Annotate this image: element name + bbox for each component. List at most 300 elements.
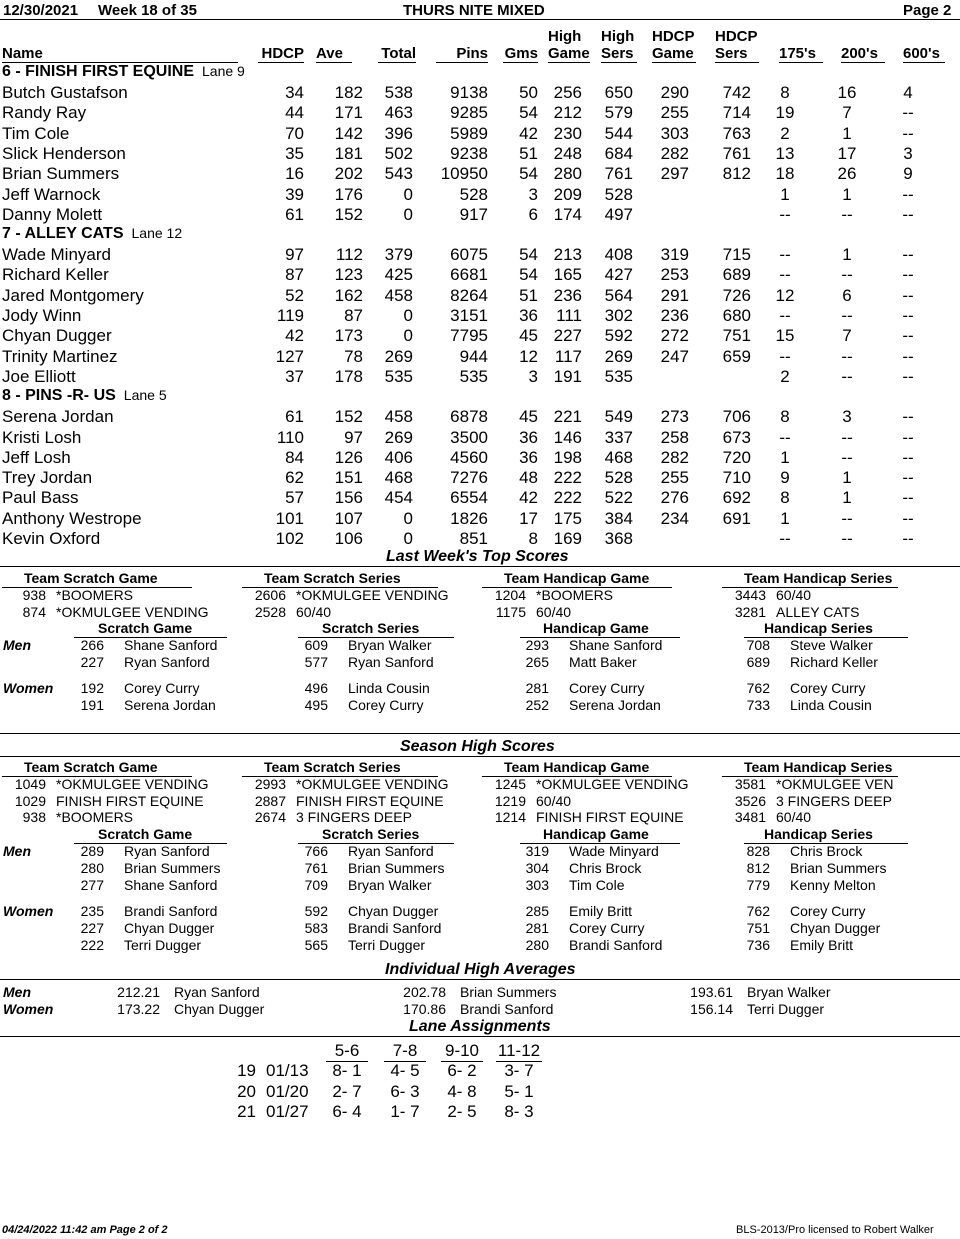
cell-total: 0	[403, 306, 413, 325]
cell-600-s: --	[902, 488, 914, 508]
cell-gms: 3	[528, 184, 538, 204]
cell-hdcp-sers: 742	[722, 83, 751, 102]
cell-ave: 78	[344, 346, 363, 366]
cell-high-game: 248	[553, 143, 582, 163]
cell-total: 406	[384, 447, 413, 467]
individual-score-value: 227	[80, 654, 104, 671]
cell-175-s: --	[779, 529, 791, 548]
lane-matchup: 6- 3	[390, 1081, 420, 1101]
lane-matchup: 5- 1	[504, 1081, 534, 1101]
cell-hdcp: 57	[285, 488, 304, 508]
cell-high-game: 227	[553, 326, 582, 346]
col-200s: 200's	[841, 45, 885, 63]
lane-date: 01/27	[266, 1102, 309, 1121]
individual-score-heading: Handicap Series	[764, 620, 873, 637]
individual-score-name: Ryan Sanford	[124, 654, 210, 671]
individual-score-value: 319	[525, 843, 549, 860]
cell-175-s: --	[779, 306, 791, 325]
cell-high-sers: 384	[604, 508, 633, 528]
cell-hdcp-game: 297	[660, 164, 689, 184]
cell-hdcp: 52	[285, 285, 304, 305]
team-score-value: 3481	[734, 809, 766, 826]
individual-score-name: Ryan Sanford	[348, 654, 434, 671]
individual-score-value: 277	[80, 877, 104, 894]
individual-score-name: Corey Curry	[124, 680, 200, 697]
col-gms: Gms	[504, 45, 538, 62]
average-value: 173.22	[117, 1001, 160, 1017]
team-lane: Lane 12	[131, 225, 183, 242]
cell-hdcp-game: 247	[660, 346, 689, 366]
cell-hdcp-game: 291	[660, 285, 689, 305]
col-175s: 175's	[779, 45, 823, 63]
cell-200-s: 17	[837, 143, 857, 163]
col-hdcp-sers: HDCP Sers	[715, 28, 758, 62]
cell-hdcp: 127	[275, 346, 304, 366]
cell-hdcp-sers: 706	[722, 407, 751, 427]
avg-women-label: Women	[3, 1001, 54, 1017]
cell-175-s: 15	[775, 326, 795, 346]
bowler-name: Richard Keller	[2, 265, 109, 285]
cell-total: 468	[384, 468, 413, 488]
individual-score-name: Wade Minyard	[569, 843, 659, 860]
individual-score-value: 583	[304, 920, 328, 937]
cell-hdcp-game: 255	[660, 103, 689, 123]
col-hdcp: HDCP	[258, 45, 304, 63]
cell-hdcp-sers: 710	[722, 468, 751, 488]
cell-gms: 48	[519, 468, 538, 488]
cell-pins: 6681	[450, 265, 488, 285]
cell-600-s: 3	[903, 143, 913, 163]
cell-high-sers: 302	[604, 306, 633, 325]
cell-175-s: --	[779, 204, 791, 224]
cell-hdcp-game: 234	[660, 508, 689, 528]
col-ave: Ave	[316, 45, 352, 63]
bowler-name: Kristi Losh	[2, 427, 82, 447]
team-header	[2, 387, 167, 405]
lane-pair-heading: 5-6	[326, 1041, 368, 1062]
cell-high-game: 191	[553, 366, 582, 386]
lane-matchup: 1- 7	[390, 1102, 420, 1121]
cell-total: 535	[384, 366, 413, 386]
cell-total: 458	[384, 407, 413, 427]
lane-matchup: 3- 7	[504, 1061, 534, 1080]
cell-pins: 851	[459, 529, 488, 548]
individual-score-value: 609	[304, 637, 328, 654]
individual-score-name: Linda Cousin	[348, 680, 430, 697]
individual-score-name: Corey Curry	[569, 680, 645, 697]
cell-175-s: --	[779, 427, 791, 447]
individual-score-heading: Handicap Game	[543, 826, 649, 843]
avg-men-label: Men	[3, 984, 31, 1000]
average-value: 212.21	[117, 984, 160, 1000]
team-score-name: 60/40	[776, 809, 812, 826]
cell-total: 0	[403, 508, 413, 528]
lane-date: 01/20	[266, 1081, 309, 1101]
individual-score-value: 285	[525, 903, 549, 920]
bowler-name: Serena Jordan	[2, 407, 114, 427]
report-date: 12/30/2021	[3, 2, 79, 19]
cell-pins: 9238	[450, 143, 488, 163]
league-title: THURS NITE MIXED	[403, 2, 545, 19]
cell-high-sers: 549	[604, 407, 633, 427]
individual-score-name: Tim Cole	[569, 877, 625, 894]
individual-score-name: Emily Britt	[790, 937, 853, 954]
cell-600-s: --	[902, 366, 914, 386]
team-score-value: 3526	[734, 792, 766, 809]
cell-ave: 202	[334, 164, 363, 184]
cell-175-s: 13	[775, 143, 795, 163]
individual-score-value: 762	[746, 680, 770, 697]
cell-pins: 1826	[450, 508, 488, 528]
cell-600-s: --	[902, 306, 914, 325]
cell-200-s: 3	[842, 407, 852, 427]
cell-gms: 50	[519, 83, 538, 102]
cell-hdcp: 39	[285, 184, 304, 204]
individual-score-name: Shane Sanford	[569, 637, 663, 654]
cell-pins: 9138	[450, 83, 488, 102]
individual-score-heading: Scratch Game	[98, 620, 193, 637]
bowler-name: Chyan Dugger	[2, 326, 112, 346]
team-score-value: 2606	[254, 587, 286, 603]
cell-gms: 36	[519, 447, 538, 467]
bowler-name: Wade Minyard	[2, 245, 111, 265]
cell-high-game: 174	[553, 204, 582, 224]
cell-hdcp-game: 319	[660, 245, 689, 265]
cell-600-s: --	[902, 245, 914, 265]
cell-hdcp-sers: 812	[722, 164, 751, 184]
col-hdcp-game: HDCP Game	[652, 28, 695, 62]
cell-175-s: 8	[780, 488, 790, 508]
col-600s: 600's	[903, 45, 945, 63]
cell-high-game: 111	[556, 306, 582, 325]
cell-hdcp-game: 236	[660, 306, 689, 325]
cell-total: 396	[384, 123, 413, 143]
col-high-game: High Game	[548, 28, 590, 62]
col-name: Name	[2, 45, 43, 62]
individual-score-name: Steve Walker	[790, 637, 873, 654]
team-score-name: *OKMULGEE VENDING	[56, 603, 209, 620]
cell-pins: 10950	[440, 164, 488, 184]
individual-score-value: 565	[304, 937, 328, 954]
individual-score-name: Chyan Dugger	[124, 920, 215, 937]
cell-600-s: 4	[903, 83, 913, 102]
cell-pins: 917	[459, 204, 488, 224]
cell-high-sers: 528	[604, 184, 633, 204]
cell-pins: 6075	[450, 245, 488, 265]
individual-score-name: Matt Baker	[569, 654, 637, 671]
cell-total: 454	[384, 488, 413, 508]
team-score-heading: Team Scratch Series	[264, 570, 401, 586]
individual-score-name: Bryan Walker	[348, 637, 432, 654]
cell-high-sers: 408	[604, 245, 633, 265]
cell-175-s: 1	[780, 184, 790, 204]
cell-pins: 528	[459, 184, 488, 204]
individual-score-name: Serena Jordan	[124, 697, 216, 714]
cell-600-s: --	[902, 123, 914, 143]
cell-200-s: 1	[842, 184, 852, 204]
cell-hdcp-sers: 715	[722, 245, 751, 265]
individual-score-value: 766	[304, 843, 328, 860]
individual-score-name: Chris Brock	[569, 860, 642, 877]
team-score-value: 938	[22, 587, 46, 603]
bowler-name: Brian Summers	[2, 164, 120, 184]
cell-gms: 45	[519, 407, 538, 427]
cell-high-sers: 761	[604, 164, 633, 184]
individual-score-value: 227	[80, 920, 104, 937]
cell-hdcp-sers: 659	[722, 346, 751, 366]
cell-high-sers: 650	[604, 83, 633, 102]
last-week-title: Last Week's Top Scores	[386, 548, 569, 565]
cell-hdcp-sers: 751	[722, 326, 751, 346]
cell-600-s: --	[902, 184, 914, 204]
cell-hdcp-game: 253	[660, 265, 689, 285]
team-score-heading: Team Scratch Game	[24, 759, 158, 775]
team-score-heading: Team Handicap Series	[744, 570, 893, 586]
lane-matchup: 2- 7	[332, 1081, 362, 1101]
individual-score-name: Shane Sanford	[124, 637, 218, 654]
individual-score-value: 222	[80, 937, 104, 954]
cell-high-sers: 427	[604, 265, 633, 285]
cell-ave: 112	[335, 245, 363, 265]
cell-ave: 97	[344, 427, 363, 447]
season-rule	[0, 756, 960, 757]
average-bowler: Chyan Dugger	[174, 1001, 265, 1017]
cell-high-game: 213	[553, 245, 582, 265]
season-top-rule	[0, 733, 960, 734]
cell-ave: 173	[334, 326, 363, 346]
cell-600-s: --	[902, 468, 914, 488]
individual-score-name: Chris Brock	[790, 843, 863, 860]
individual-score-value: 708	[746, 637, 770, 654]
cell-high-sers: 535	[604, 366, 633, 386]
cell-high-game: 230	[553, 123, 582, 143]
cell-total: 458	[384, 285, 413, 305]
cell-high-sers: 468	[604, 447, 633, 467]
team-score-name: 3 FINGERS DEEP	[296, 809, 412, 826]
cell-hdcp: 101	[275, 508, 304, 528]
individual-score-name: Linda Cousin	[790, 697, 872, 714]
cell-total: 269	[384, 427, 413, 447]
cell-high-sers: 544	[604, 123, 633, 143]
bowler-name: Randy Ray	[2, 103, 87, 123]
women-label: Women	[3, 680, 54, 697]
individual-score-heading: Scratch Series	[322, 826, 420, 843]
cell-hdcp: 61	[285, 204, 304, 224]
cell-600-s: --	[902, 447, 914, 467]
team-score-name: 60/40	[776, 587, 812, 603]
page-number: Page 2	[903, 2, 952, 19]
cell-hdcp: 102	[275, 529, 304, 548]
individual-score-name: Shane Sanford	[124, 877, 218, 894]
team-lane: Lane 5	[123, 387, 167, 404]
individual-score-name: Corey Curry	[569, 920, 645, 937]
cell-high-sers: 269	[604, 346, 633, 366]
cell-200-s: --	[841, 366, 853, 386]
team-score-name: *OKMULGEE VENDING	[536, 776, 689, 792]
cell-600-s: --	[902, 204, 914, 224]
individual-score-value: 736	[746, 937, 770, 954]
cell-175-s: 1	[780, 508, 790, 528]
cell-hdcp: 70	[285, 123, 304, 143]
cell-hdcp: 87	[285, 265, 304, 285]
average-value: 202.78	[403, 984, 446, 1000]
bowler-name: Trinity Martinez	[2, 346, 118, 366]
lane-week: 20	[237, 1081, 256, 1101]
cell-gms: 3	[528, 366, 538, 386]
cell-gms: 42	[519, 123, 538, 143]
cell-600-s: 9	[903, 164, 913, 184]
cell-hdcp-game: 255	[660, 468, 689, 488]
cell-gms: 54	[519, 103, 538, 123]
cell-pins: 9285	[450, 103, 488, 123]
season-title: Season High Scores	[400, 738, 555, 755]
cell-175-s: 9	[780, 468, 790, 488]
cell-175-s: 8	[780, 83, 790, 102]
cell-hdcp-game: 276	[660, 488, 689, 508]
team-header	[2, 225, 182, 243]
team-score-name: *OKMULGEE VENDING	[296, 776, 449, 792]
cell-gms: 54	[519, 164, 538, 184]
cell-hdcp-sers: 680	[722, 306, 751, 325]
team-lane: Lane 9	[202, 63, 245, 79]
team-score-name: ALLEY CATS	[776, 603, 860, 620]
team-score-value: 3443	[734, 587, 766, 603]
cell-high-game: 209	[553, 184, 582, 204]
cell-high-game: 256	[553, 83, 582, 102]
col-high-sers: High Sers	[601, 28, 637, 63]
bowler-name: Trey Jordan	[2, 468, 93, 488]
cell-hdcp-game: 290	[660, 83, 689, 102]
cell-hdcp: 44	[285, 103, 304, 123]
team-score-name: FINISH FIRST EQUINE	[296, 792, 444, 809]
cell-gms: 54	[519, 245, 538, 265]
cell-gms: 36	[519, 306, 538, 325]
team-score-name: 60/40	[296, 603, 332, 620]
cell-hdcp-sers: 720	[722, 447, 751, 467]
team-score-name: *BOOMERS	[56, 587, 134, 603]
cell-gms: 36	[519, 427, 538, 447]
individual-score-name: Brian Summers	[348, 860, 445, 877]
header-rule	[0, 19, 960, 20]
cell-high-game: 222	[553, 488, 582, 508]
cell-hdcp-sers: 673	[722, 427, 751, 447]
individual-score-value: 762	[746, 903, 770, 920]
cell-600-s: --	[902, 427, 914, 447]
cell-gms: 54	[519, 265, 538, 285]
average-bowler: Ryan Sanford	[174, 984, 260, 1000]
cell-hdcp-sers: 761	[722, 143, 751, 163]
cell-hdcp: 84	[285, 447, 304, 467]
individual-score-value: 495	[304, 697, 328, 714]
cell-175-s: 1	[780, 447, 790, 467]
team-score-value: 2674	[254, 809, 286, 826]
individual-score-name: Richard Keller	[790, 654, 878, 671]
team-name: 8 - PINS -R- US	[2, 387, 116, 405]
cell-ave: 171	[334, 103, 363, 123]
women-label: Women	[3, 903, 54, 920]
cell-total: 0	[403, 326, 413, 346]
footer-license: BLS-2013/Pro licensed to Robert Walker	[736, 1224, 934, 1236]
cell-175-s: 8	[780, 407, 790, 427]
cell-pins: 7276	[450, 468, 488, 488]
team-score-name: *BOOMERS	[56, 809, 134, 826]
individual-score-value: 303	[525, 877, 549, 894]
cell-high-sers: 528	[604, 468, 633, 488]
cell-pins: 8264	[450, 285, 488, 305]
individual-score-name: Kenny Melton	[790, 877, 876, 894]
cell-hdcp: 35	[285, 143, 304, 163]
individual-score-value: 280	[80, 860, 104, 877]
team-score-name: FINISH FIRST EQUINE	[56, 792, 204, 809]
individual-score-value: 192	[80, 680, 104, 697]
cell-200-s: --	[841, 529, 853, 548]
lane-date: 01/13	[266, 1061, 309, 1080]
cell-hdcp-game: 273	[660, 407, 689, 427]
cell-total: 543	[384, 164, 413, 184]
individual-score-name: Ryan Sanford	[124, 843, 210, 860]
cell-high-game: 222	[553, 468, 582, 488]
lane-week: 21	[237, 1102, 256, 1121]
individual-score-value: 289	[80, 843, 104, 860]
individual-score-value: 191	[80, 697, 104, 714]
individual-score-name: Brandi Sanford	[348, 920, 442, 937]
cell-gms: 8	[528, 529, 538, 548]
average-value: 156.14	[690, 1001, 733, 1017]
cell-600-s: --	[902, 346, 914, 366]
bowler-name: Slick Henderson	[2, 143, 126, 163]
bowler-name: Jody Winn	[2, 306, 82, 325]
cell-high-game: 165	[553, 265, 582, 285]
team-score-value: 3281	[734, 603, 766, 620]
lane-matchup: 4- 5	[390, 1061, 420, 1080]
cell-200-s: 1	[842, 488, 852, 508]
individual-score-name: Ryan Sanford	[348, 843, 434, 860]
cell-high-game: 175	[553, 508, 582, 528]
team-score-value: 2887	[254, 792, 286, 809]
cell-high-sers: 522	[604, 488, 633, 508]
individual-score-value: 281	[525, 680, 549, 697]
cell-pins: 7795	[450, 326, 488, 346]
cell-high-game: 117	[554, 346, 582, 366]
lane-pair-heading: 9-10	[441, 1041, 483, 1062]
bowler-name: Jared Montgomery	[2, 285, 144, 305]
cell-ave: 162	[334, 285, 363, 305]
cell-600-s: --	[902, 529, 914, 548]
lanes-rule	[0, 1036, 960, 1037]
cell-gms: 12	[519, 346, 538, 366]
cell-high-sers: 368	[604, 529, 633, 548]
team-score-name: *OKMULGEE VENDING	[296, 587, 449, 603]
lane-matchup: 8- 3	[504, 1102, 534, 1121]
lane-pair-heading: 7-8	[384, 1041, 426, 1062]
team-score-name: *OKMULGEE VENDING	[56, 776, 209, 792]
cell-total: 425	[384, 265, 413, 285]
cell-total: 269	[384, 346, 413, 366]
individual-score-heading: Handicap Series	[764, 826, 873, 843]
cell-ave: 106	[334, 529, 363, 548]
cell-hdcp-sers: 714	[722, 103, 751, 123]
individual-score-value: 709	[304, 877, 328, 894]
cell-gms: 6	[528, 204, 538, 224]
individual-score-name: Corey Curry	[790, 680, 866, 697]
cell-hdcp-sers: 692	[722, 488, 751, 508]
cell-pins: 5989	[450, 123, 488, 143]
lane-matchup: 6- 2	[447, 1061, 477, 1080]
team-score-name: *OKMULGEE VEN	[776, 776, 894, 792]
individual-score-name: Terri Dugger	[348, 937, 426, 954]
individual-score-name: Chyan Dugger	[790, 920, 881, 937]
team-score-value: 2528	[254, 603, 286, 620]
